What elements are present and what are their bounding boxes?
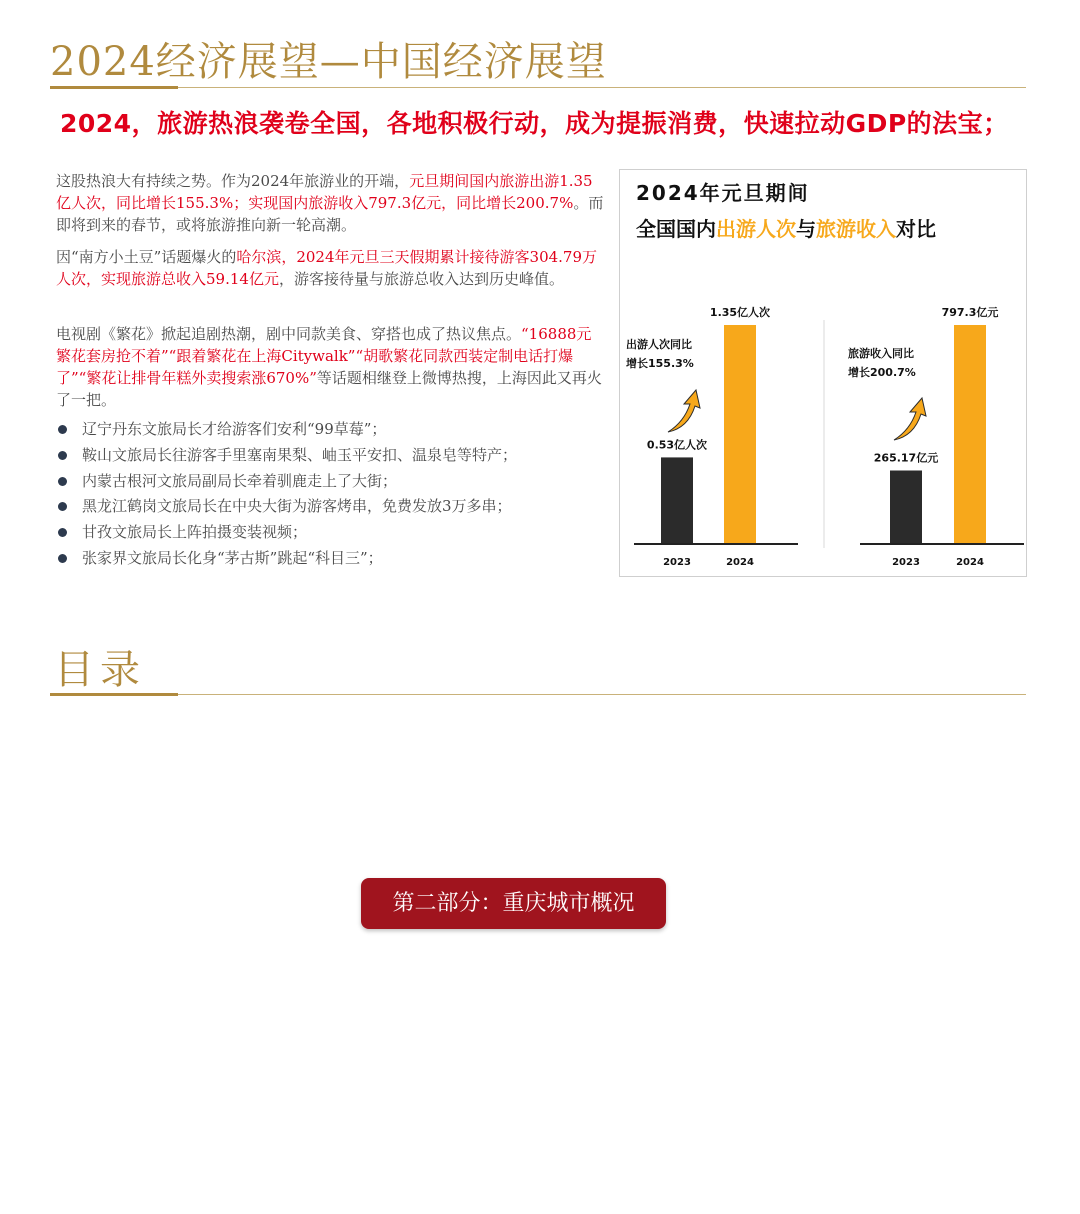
chart-title-part: 对比: [896, 217, 936, 241]
chart-data-label: 265.17亿元: [873, 451, 939, 465]
comparison-chart: [620, 170, 1026, 576]
paragraph-2: [56, 246, 604, 290]
chart-bar: [890, 470, 922, 543]
chart-title-line1: 2024年元旦期间: [636, 181, 810, 205]
chart-annotation: 增长200.7%: [848, 366, 916, 379]
bullet-item: [56, 469, 616, 495]
headline: 2024，旅游热浪袭卷全国，各地积极行动，成为提振消费，快速拉动GDP的法宝；: [60, 109, 1009, 138]
bullet-dot-icon: [58, 477, 67, 486]
paragraph-3-highlight: “16888元繁花套房抢不着”“跟着繁花在上海Citywalk”“胡歌繁花同款西装定制电话打爆了”“繁花让排骨年糕外卖搜索涨670%”: [56, 325, 592, 387]
section-title: 2024经济展望—中国经济展望: [50, 39, 607, 85]
bullet-text: 辽宁丹东文旅局长才给游客们安利“99草莓”；: [82, 420, 387, 438]
chart-tick-label: 2023: [663, 557, 691, 568]
bullet-dot-icon: [58, 528, 67, 537]
growth-arrow-icon: [668, 390, 700, 432]
paragraph-3: [56, 323, 604, 411]
chart-annotation: 旅游收入同比: [848, 347, 914, 360]
title-divider: [178, 87, 1026, 88]
paragraph-1: [56, 170, 604, 236]
paragraph-2-text: 因“南方小土豆”话题爆火的: [56, 248, 237, 266]
chart-tick-label: 2024: [956, 557, 984, 568]
bullet-item: [56, 546, 616, 572]
part-two-button[interactable]: 第二部分：重庆城市概况: [361, 878, 666, 929]
paragraph-1-highlight: 元旦期间国内旅游出游1.35亿人次，同比增长155.3%；实现国内旅游收入797.3亿元，同比增长200.7%: [56, 172, 593, 212]
chart-bar: [954, 325, 986, 543]
bullet-item: [56, 494, 616, 520]
bullet-item: [56, 520, 616, 546]
chart-title-highlight: 出游人次: [716, 217, 796, 241]
toc-title: 目录: [54, 647, 146, 693]
chart-annotation: 出游人次同比: [626, 338, 692, 351]
bullet-dot-icon: [58, 502, 67, 511]
toc-divider: [178, 694, 1026, 695]
chart-annotation: 增长155.3%: [626, 357, 694, 370]
bullet-list: [56, 417, 616, 572]
paragraph-2-highlight: 哈尔滨，2024年元旦三天假期累计接待游客304.79万人次，实现旅游总收入59.14亿元: [56, 248, 598, 288]
paragraph-2-tail: ，游客接待量与旅游总收入达到历史峰值。: [278, 270, 564, 288]
bullet-text: 鞍山文旅局长往游客手里塞南果梨、岫玉平安扣、温泉皂等特产；: [82, 445, 518, 464]
title-accent-rule: [50, 86, 178, 89]
paragraph-1-text: 这股热浪大有持续之势。作为2024年旅游业的开端，: [56, 172, 410, 190]
bullet-dot-icon: [58, 554, 67, 563]
chart-title-highlight: 旅游收入: [816, 217, 896, 241]
toc-accent-rule: [50, 693, 178, 696]
paragraph-3-text: 电视剧《繁花》掀起追剧热潮，剧中同款美食、穿搭也成了热议焦点。: [56, 325, 522, 343]
bullet-dot-icon: [58, 451, 67, 460]
bullet-item: [56, 417, 616, 443]
bullet-text: 内蒙古根河文旅局副局长牵着驯鹿走上了大街；: [82, 471, 398, 490]
chart-data-label: 797.3亿元: [941, 306, 999, 319]
chart-title-part: 全国国内: [636, 217, 716, 241]
chart-bar: [661, 457, 693, 543]
bullet-item: [56, 443, 616, 469]
chart-panel: [619, 169, 1027, 577]
paragraph-1-tail: 。而即将到来的春节，或将旅游推向新一轮高潮。: [56, 194, 604, 234]
chart-data-label: 0.53亿人次: [646, 438, 708, 452]
bullet-text: 黑龙江鹤岗文旅局长在中央大街为游客烤串，免费发放3万多串；: [82, 497, 512, 516]
bullet-text: 张家界文旅局长化身“茅古斯”跳起“科目三”；: [82, 548, 383, 567]
chart-bar: [724, 325, 756, 543]
chart-tick-label: 2023: [892, 557, 920, 568]
growth-arrow-icon: [894, 398, 926, 440]
paragraph-3-tail: 等话题相继登上微博热搜，上海因此又再火了一把。: [56, 369, 602, 409]
chart-data-label: 1.35亿人次: [709, 306, 771, 319]
chart-title-part: 与: [796, 217, 816, 241]
chart-title-line2: [636, 217, 936, 241]
bullet-dot-icon: [58, 425, 67, 434]
chart-tick-label: 2024: [726, 557, 754, 568]
bullet-text: 甘孜文旅局长上阵拍摄变装视频；: [82, 523, 308, 542]
